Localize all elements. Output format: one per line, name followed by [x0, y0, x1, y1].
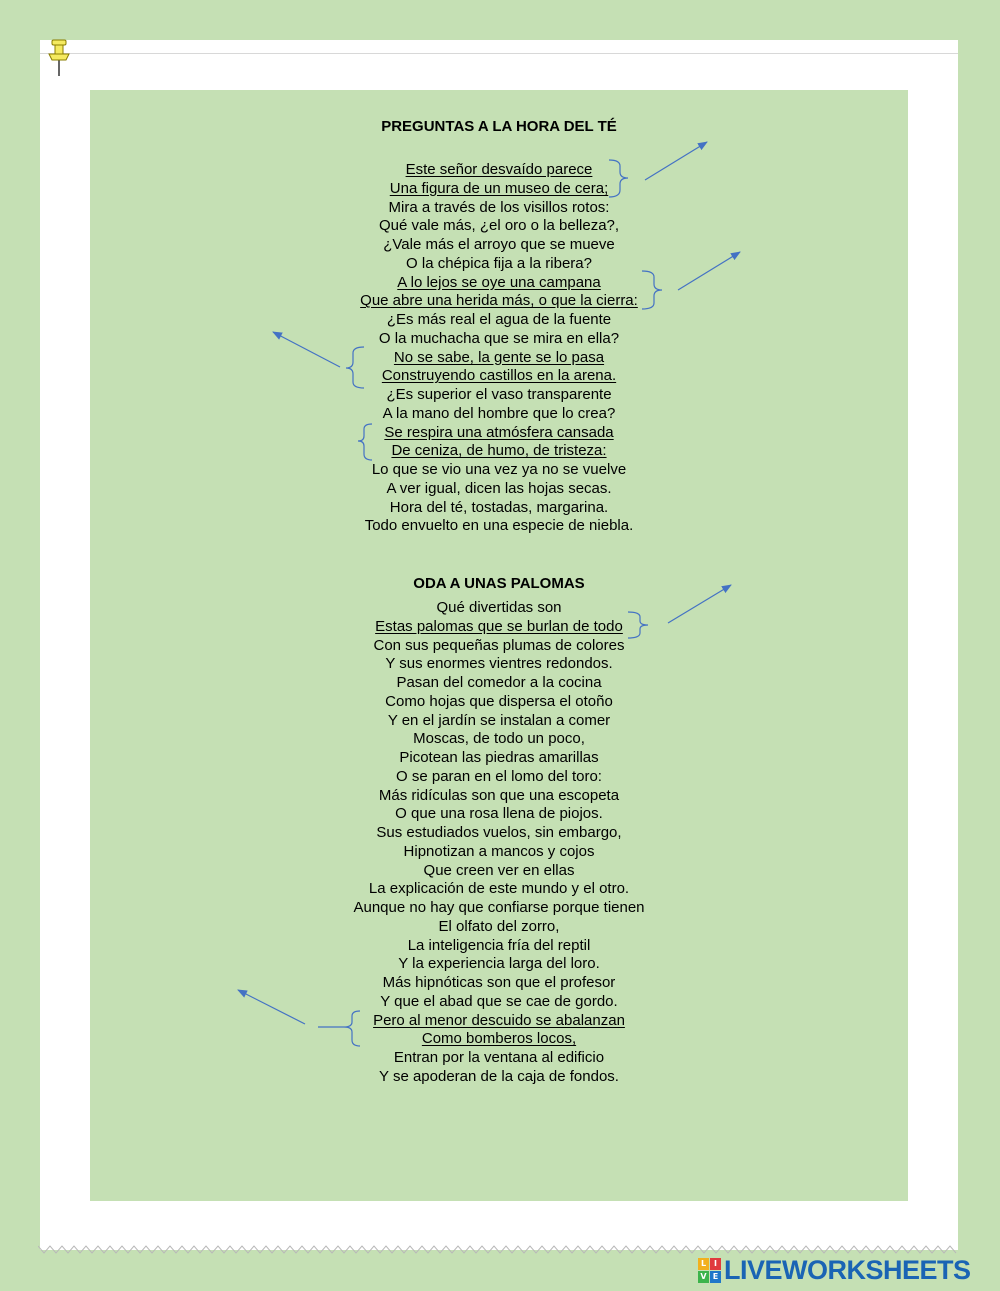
- poem-line-text: Hora del té, tostadas, margarina.: [389, 498, 609, 516]
- poem-line: [90, 1030, 908, 1049]
- poem-line-text: ¿Es superior el vaso transparente: [386, 386, 612, 403]
- poem-line-text: Estas palomas que se burlan de todo: [375, 617, 623, 635]
- poem-line: [90, 693, 908, 712]
- poem-line: [90, 161, 908, 180]
- poem-line: [90, 599, 908, 618]
- poem-line: [90, 274, 908, 293]
- poem-line-text: Mira a través de los visillos rotos:: [388, 198, 610, 216]
- logo-badge-letter: I: [710, 1258, 721, 1270]
- poem-line: [90, 993, 908, 1012]
- poem-line: [90, 712, 908, 731]
- poem-line-text: Pero al menor descuido se abalanzan: [373, 1011, 625, 1029]
- poem-line: [90, 824, 908, 843]
- poem-line-text: Como bomberos locos,: [421, 1030, 577, 1048]
- poem-line: [90, 730, 908, 749]
- poem-line: [90, 805, 908, 824]
- poem-line-text: Y en el jardín se instalan a comer: [387, 711, 611, 729]
- poem-line-text: Una figura de un museo de cera;: [389, 179, 609, 197]
- poem-line-text: Pasan del comedor a la cocina: [396, 674, 602, 691]
- poem-line: [90, 405, 908, 424]
- poem-line: [90, 199, 908, 218]
- poem-line: [90, 843, 908, 862]
- poem-line-text: O se paran en el lomo del toro:: [396, 767, 602, 785]
- poem-line-text: Aunque no hay que confiarse porque tienen: [353, 899, 645, 916]
- poem-line: [90, 749, 908, 768]
- liveworksheets-logo: [698, 1254, 971, 1285]
- poem-line-text: Que abre una herida más, o que la cierra:: [360, 292, 638, 310]
- poem-line: [90, 899, 908, 918]
- poem-line-text: Más hipnóticas son que el profesor: [382, 974, 616, 991]
- poem-line: [90, 180, 908, 199]
- poem-line-text: No se sabe, la gente se lo pasa: [393, 348, 605, 366]
- sheet-top-line: [40, 53, 958, 54]
- logo-badge-letter: E: [710, 1271, 721, 1283]
- poem-line: [90, 255, 908, 274]
- poem-line-text: Sus estudiados vuelos, sin embargo,: [376, 824, 622, 841]
- logo-text: LIVEWORKSHEETS: [724, 1254, 971, 1285]
- poem-line-text: Lo que se vio una vez ya no se vuelve: [371, 461, 627, 478]
- poem-line-text: O que una rosa llena de piojos.: [395, 805, 603, 823]
- poem-line: [90, 480, 908, 499]
- poem-line: [90, 386, 908, 405]
- poem-line-text: La explicación de este mundo y el otro.: [368, 880, 630, 898]
- poem-line-text: O la muchacha que se mira en ella?: [378, 329, 620, 347]
- poem-line-text: Este señor desvaído parece: [405, 161, 593, 178]
- poem-line-text: Qué divertidas son: [436, 599, 562, 616]
- poem-line-text: A lo lejos se oye una campana: [397, 273, 601, 291]
- poem2-title: ODA A UNAS PALOMAS: [413, 575, 585, 592]
- poem-line-text: A la mano del hombre que lo crea?: [382, 404, 616, 422]
- poem-line-text: Y se apoderan de la caja de fondos.: [379, 1067, 619, 1085]
- poem-line: [90, 618, 908, 637]
- poem-line: [90, 499, 908, 518]
- poem-line: [90, 655, 908, 674]
- poem-line-text: Se respira una atmósfera cansada: [384, 423, 614, 441]
- poem-line-text: La inteligencia fría del reptil: [407, 936, 591, 954]
- poem-line: [90, 918, 908, 937]
- poem-line-text: ¿Es más real el agua de la fuente: [386, 311, 612, 328]
- poem-line: [90, 637, 908, 656]
- poem-line-text: De ceniza, de humo, de tristeza:: [391, 442, 607, 460]
- logo-badge-letter: L: [698, 1258, 709, 1270]
- poem-line-text: Y que el abad que se cae de gordo.: [380, 992, 618, 1010]
- poem-line: [90, 349, 908, 368]
- poem-line: [90, 862, 908, 881]
- poem-line-text: Y la experiencia larga del loro.: [398, 955, 600, 973]
- poem-line: [90, 517, 908, 536]
- poem-line-text: O la chépica fija a la ribera?: [406, 254, 592, 272]
- poem-line: [90, 292, 908, 311]
- poem-line-text: Qué vale más, ¿el oro o la belleza?,: [378, 217, 620, 235]
- poem-line-text: Hipnotizan a mancos y cojos: [403, 842, 595, 860]
- poem-line-text: El olfato del zorro,: [438, 917, 560, 935]
- poem1-title: PREGUNTAS A LA HORA DEL TÉ: [381, 118, 617, 135]
- poem-line-text: Que creen ver en ellas: [423, 861, 575, 879]
- poem-line: [90, 1049, 908, 1068]
- poem-line-text: Todo envuelto en una especie de niebla.: [364, 517, 634, 535]
- poem-line-text: A ver igual, dicen las hojas secas.: [386, 479, 612, 497]
- poem-line: [90, 974, 908, 993]
- poem-line: [90, 880, 908, 899]
- poem-line-text: Y sus enormes vientres redondos.: [385, 655, 613, 673]
- poem-line-text: Entran por la ventana al edificio: [393, 1049, 605, 1066]
- poem-line: [90, 955, 908, 974]
- poem-line: [90, 937, 908, 956]
- poem-line: [90, 1012, 908, 1031]
- poems-panel: [90, 90, 908, 1201]
- poem-line: [90, 461, 908, 480]
- poem-line: [90, 236, 908, 255]
- poem-line-text: Moscas, de todo un poco,: [413, 730, 585, 748]
- logo-badge-icon: [698, 1258, 721, 1283]
- poem-line: [90, 311, 908, 330]
- poem-line: [90, 442, 908, 461]
- poem-line: [90, 424, 908, 443]
- poem-line-text: Más ridículas son que una escopeta: [378, 786, 620, 804]
- poem-line-text: Con sus pequeñas plumas de colores: [373, 636, 625, 654]
- poem-line-text: Construyendo castillos en la arena.: [381, 367, 617, 385]
- logo-badge-letter: V: [698, 1271, 709, 1283]
- poem-line: [90, 674, 908, 693]
- poem-line-text: Como hojas que dispersa el otoño: [385, 692, 613, 710]
- poem-line: [90, 217, 908, 236]
- poem-line: [90, 1068, 908, 1087]
- poem-line-text: Picotean las piedras amarillas: [399, 749, 599, 766]
- poem-line: [90, 787, 908, 806]
- poem-line-text: ¿Vale más el arroyo que se mueve: [383, 236, 615, 253]
- pushpin-icon: [46, 38, 72, 78]
- poem-line: [90, 768, 908, 787]
- poem-line: [90, 367, 908, 386]
- poem-line: [90, 330, 908, 349]
